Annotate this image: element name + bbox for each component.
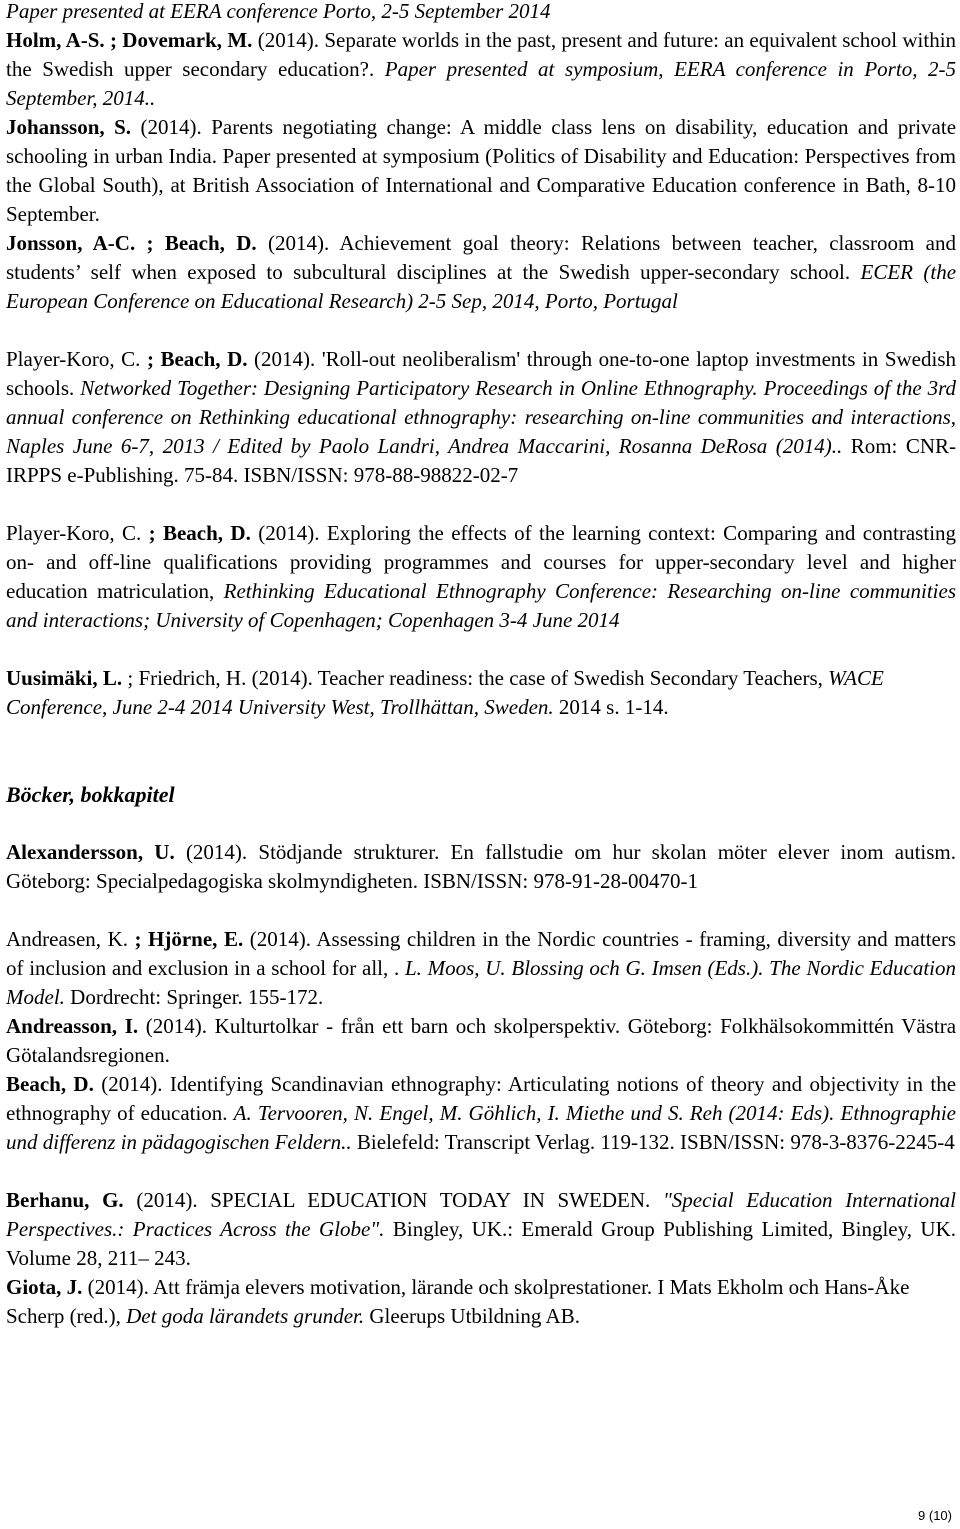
ref-tail: Gleerups Utbildning AB.	[369, 1304, 580, 1328]
ref-source: ECER (the European Conference on Educational Research) 2-5 Sep, 2014, Porto, Portugal	[6, 260, 957, 313]
ref-authors: ; Beach, D.	[148, 521, 251, 545]
ref-authors: Andreasson, I.	[6, 1014, 139, 1038]
ref-tail: Paper presented at symposium (Politics of Disability and Education: Perspectives from the Global South), at British Association of International and Comparative Education conference in Bath, 8-10 September.	[6, 144, 956, 226]
ref-year: (2014).	[101, 1072, 163, 1096]
ref-authors: Jonsson, A-C. ; Beach, D.	[6, 231, 257, 255]
ref-title: Parents negotiating change: A middle class lens on disability, education and private schooling in urban India.	[6, 115, 957, 168]
reference-entry	[6, 345, 956, 490]
ref-title: Assessing children in the Nordic countries - framing, diversity and matters of inclusion and exclusion in a school for all, .	[6, 927, 957, 980]
ref-tail: Göteborg: Folkhälsokommittén Västra Götalandsregionen.	[6, 1014, 957, 1067]
ref-year: (2014).	[249, 927, 311, 951]
page-number: 9 (10)	[918, 1508, 952, 1523]
ref-title: SPECIAL EDUCATION TODAY IN SWEDEN.	[210, 1188, 651, 1212]
ref-source: Rethinking Educational Ethnography Conference: Researching on-line communities and interactions; University of Copenhagen; Copenhagen 3-4 June 2014	[6, 579, 957, 632]
ref-title: Att främja elevers motivation, lärande och skolprestationer. I Mats Ekholm och Hans-Åke Scherp (red.),	[6, 1275, 910, 1328]
ref-title: Separate worlds in the past, present and future: an equivalent school within the Swedish upper secondary education?.	[6, 28, 957, 81]
ref-coauthor: ; Friedrich, H.	[127, 666, 247, 690]
ref-year: (2014).	[257, 28, 319, 52]
reference-entry	[6, 519, 956, 635]
ref-tail: Bielefeld: Transcript Verlag. 119-132. ISBN/ISSN: 978-3-8376-2245-4	[356, 1130, 955, 1154]
ref-source: A. Tervooren, N. Engel, M. Göhlich, I. Miethe und S. Reh (2014: Eds). Ethnographie und differenz in pädagogischen Feldern..	[6, 1101, 956, 1154]
reference-entry	[6, 26, 956, 113]
ref-authors: Berhanu, G.	[6, 1188, 124, 1212]
ref-tail: Rom: CNR-IRPPS e-Publishing. 75-84. ISBN/ISSN: 978-88-98822-02-7	[6, 434, 957, 487]
ref-title: Teacher readiness: the case of Swedish Secondary Teachers,	[317, 666, 823, 690]
ref-year: (2014).	[136, 1188, 198, 1212]
ref-title: Exploring the effects of the learning context: Comparing and contrasting on- and off-line qualifications providing programmes and courses for upper-secondary level and higher education matriculation,	[6, 521, 957, 603]
section-heading: Böcker, bokkapitel	[6, 782, 175, 807]
continuation-line: Paper presented at EERA conference Porto, 2-5 September 2014	[6, 0, 551, 23]
ref-year: (2014).	[185, 840, 248, 864]
ref-year: (2014).	[251, 666, 313, 690]
ref-first-author: Andreasen, K.	[6, 927, 128, 951]
ref-title: 'Roll-out neoliberalism' through one-to-one laptop investments in Swedish schools.	[6, 347, 956, 400]
reference-entry	[6, 925, 956, 1012]
reference-entry	[6, 1273, 956, 1331]
reference-entry	[6, 1070, 956, 1157]
reference-entry	[6, 229, 956, 316]
ref-source: WACE Conference, June 2-4 2014 University West, Trollhättan, Sweden.	[6, 666, 884, 719]
ref-year: (2014).	[258, 521, 320, 545]
ref-source: Networked Together: Designing Participatory Research in Online Ethnography. Proceedings of the 3rd annual conference on Rethinking educational ethnography: researching on-line communities and interactions, Naples June 6-7, 2013 / Edited by Paolo Landri, Andrea Maccarini, Rosanna DeRosa (2014)..	[6, 376, 956, 458]
ref-year: (2014).	[254, 347, 316, 371]
ref-authors: ; Hjörne, E.	[134, 927, 244, 951]
ref-title: Kulturtolkar - från ett barn och skolperspektiv.	[214, 1014, 621, 1038]
ref-source: "Special Education International Perspectives.: Practices Across the Globe".	[6, 1188, 957, 1241]
reference-entry	[6, 1186, 956, 1273]
ref-tail: 2014 s. 1-14.	[558, 695, 669, 719]
ref-tail: Bingley, UK.: Emerald Group Publishing Limited, Bingley, UK. Volume 28, 211– 243.	[6, 1217, 957, 1270]
ref-title: Achievement goal theory: Relations between teacher, classroom and students’ self when exposed to subcultural disciplines at the Swedish upper-secondary school.	[6, 231, 957, 284]
ref-title: Stödjande strukturer. En fallstudie om hur skolan möter elever inom autism.	[258, 840, 957, 864]
ref-title: Identifying Scandinavian ethnography: Articulating notions of theory and objectivity in the ethnography of education.	[6, 1072, 957, 1125]
reference-entry	[6, 113, 956, 229]
ref-authors: ; Beach, D.	[146, 347, 248, 371]
ref-authors: Beach, D.	[6, 1072, 94, 1096]
ref-source: L. Moos, U. Blossing och G. Imsen (Eds.). The Nordic Education Model.	[6, 956, 956, 1009]
ref-year: (2014).	[145, 1014, 208, 1038]
ref-year: (2014).	[87, 1275, 149, 1299]
ref-authors: Giota, J.	[6, 1275, 83, 1299]
ref-authors: Uusimäki, L.	[6, 666, 123, 690]
ref-tail: Dordrecht: Springer. 155-172.	[70, 985, 324, 1009]
ref-authors: Holm, A-S. ; Dovemark, M.	[6, 28, 253, 52]
ref-tail: Göteborg: Specialpedagogiska skolmyndigheten. ISBN/ISSN: 978-91-28-00470-1	[6, 869, 698, 893]
reference-entry	[6, 838, 956, 896]
ref-source: Paper presented at symposium, EERA conference in Porto, 2-5 September, 2014..	[6, 57, 956, 110]
ref-authors: Alexandersson, U.	[6, 840, 175, 864]
ref-year: (2014).	[140, 115, 202, 139]
ref-authors: Johansson, S.	[6, 115, 132, 139]
ref-source: Det goda lärandets grunder.	[126, 1304, 365, 1328]
reference-entry	[6, 1012, 956, 1070]
ref-first-author: Player-Koro, C.	[6, 521, 142, 545]
ref-year: (2014).	[267, 231, 330, 255]
ref-first-author: Player-Koro, C.	[6, 347, 141, 371]
reference-entry	[6, 664, 956, 722]
